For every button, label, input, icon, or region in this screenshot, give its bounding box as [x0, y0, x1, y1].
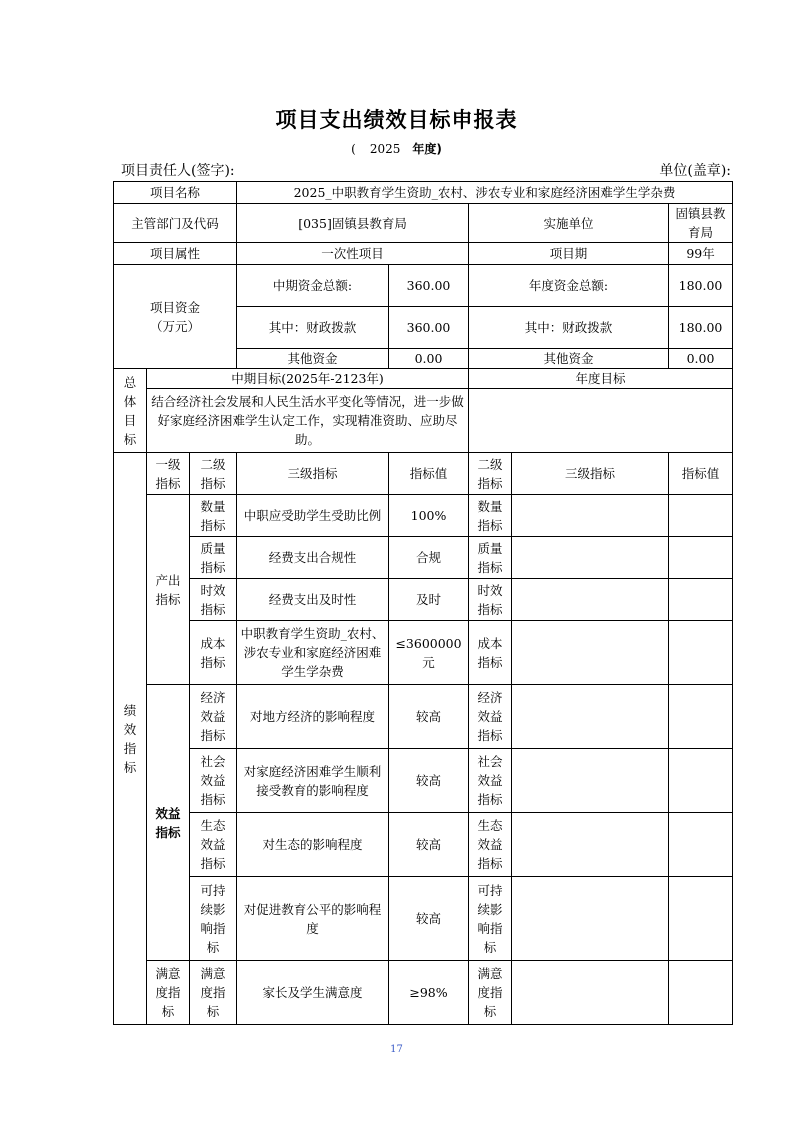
attr-label: 项目属性: [114, 243, 237, 265]
year-open: (: [351, 142, 356, 156]
table-row: [114, 537, 733, 579]
indicator-l2-year: 生态 效益 指标: [469, 813, 512, 877]
mid-other-label: 其他资金: [237, 349, 389, 369]
indicator-l3: 对家庭经济困难学生顺利接受教育的影响程度: [237, 749, 389, 813]
year-other-value: 0.00: [669, 349, 733, 369]
indicator-l2: 经济 效益 指标: [190, 685, 237, 749]
indicator-l3-year: [512, 877, 669, 961]
col-header-l2-year: 二级 指标: [469, 453, 512, 495]
indicator-value: 较高: [389, 749, 469, 813]
indicator-l3: 对促进教育公平的影响程度: [237, 877, 389, 961]
indicator-l3-year: [512, 621, 669, 685]
row-target-text: [114, 389, 733, 453]
indicator-value: 较高: [389, 813, 469, 877]
col-header-l2: 二级 指标: [190, 453, 237, 495]
col-header-value-year: 指标值: [669, 453, 733, 495]
responsible-person-label: 项目责任人(签字):: [121, 163, 235, 179]
satisfaction-indicators-label: 满意 度指 标: [147, 961, 190, 1025]
table-row: [114, 813, 733, 877]
indicator-value: 合规: [389, 537, 469, 579]
year-unit: 年度): [412, 142, 442, 156]
mid-fiscal-label: 其中：财政拨款: [237, 307, 389, 349]
table-row: [114, 749, 733, 813]
indicator-value: ≥98%: [389, 961, 469, 1025]
indicator-l3-year: [512, 579, 669, 621]
indicator-value-year: [669, 877, 733, 961]
impl-value: 固镇县教育局: [669, 204, 733, 243]
col-header-l3: 三级指标: [237, 453, 389, 495]
indicator-l2-year: 数量 指标: [469, 495, 512, 537]
period-value: 99年: [669, 243, 733, 265]
mid-other-value: 0.00: [389, 349, 469, 369]
period-label: 项目期: [469, 243, 669, 265]
indicator-l3: 中职应受助学生受助比例: [237, 495, 389, 537]
table-row: [114, 621, 733, 685]
year-line: [0, 140, 793, 157]
table-row: [114, 495, 733, 537]
indicator-l3-year: [512, 537, 669, 579]
indicator-l2-year: 社会 效益 指标: [469, 749, 512, 813]
indicator-value: 较高: [389, 877, 469, 961]
mid-total-label: 中期资金总额:: [237, 265, 389, 307]
year-total-label: 年度资金总额:: [469, 265, 669, 307]
indicator-l2: 成本 指标: [190, 621, 237, 685]
indicator-l2: 数量 指标: [190, 495, 237, 537]
indicator-value: 及时: [389, 579, 469, 621]
benefit-indicators-label: 效益 指标: [147, 685, 190, 961]
indicator-l2-year: 满意 度指 标: [469, 961, 512, 1025]
year-value: 2025: [369, 142, 401, 156]
performance-indicators-label: 绩 效 指 标: [114, 453, 147, 1025]
output-indicators-label: 产出 指标: [147, 495, 190, 685]
table-row: [114, 579, 733, 621]
indicator-l2-year: 质量 指标: [469, 537, 512, 579]
year-fiscal-label: 其中：财政拨款: [469, 307, 669, 349]
impl-label: 实施单位: [469, 204, 669, 243]
overall-target-label: 总 体 目 标: [114, 369, 147, 453]
indicator-l3: 经费支出及时性: [237, 579, 389, 621]
indicator-l2: 质量 指标: [190, 537, 237, 579]
indicator-value-year: [669, 685, 733, 749]
row-target-headers: [114, 369, 733, 389]
year-target-header: 年度目标: [469, 369, 733, 389]
page-title: 项目支出绩效目标申报表: [275, 108, 518, 132]
row-department: [114, 204, 733, 243]
dept-label: 主管部门及代码: [114, 204, 237, 243]
indicator-l3-year: [512, 685, 669, 749]
indicator-value-year: [669, 961, 733, 1025]
indicator-value-year: [669, 579, 733, 621]
indicator-l3: 家长及学生满意度: [237, 961, 389, 1025]
indicator-value: ≤3600000 元: [389, 621, 469, 685]
col-header-l3-year: 三级指标: [512, 453, 669, 495]
indicator-l3-year: [512, 749, 669, 813]
indicator-value-year: [669, 495, 733, 537]
indicator-l2: 社会 效益 指标: [190, 749, 237, 813]
indicator-l2: 可持 续影 响指 标: [190, 877, 237, 961]
indicator-value: 较高: [389, 685, 469, 749]
year-total-value: 180.00: [669, 265, 733, 307]
mid-target-text: 结合经济社会发展和人民生活水平变化等情况，进一步做好家庭经济困难学生认定工作，实现精准资助、应助尽助。: [147, 389, 469, 453]
indicator-l3-year: [512, 961, 669, 1025]
indicator-l3-year: [512, 495, 669, 537]
performance-target-table: [113, 181, 733, 1025]
row-attribute: [114, 243, 733, 265]
indicator-l3: 中职教育学生资助_农村、涉农专业和家庭经济困难学生学杂费: [237, 621, 389, 685]
project-name-value: 2025_中职教育学生资助_农村、涉农专业和家庭经济困难学生学杂费: [237, 182, 733, 204]
indicator-l2-year: 时效 指标: [469, 579, 512, 621]
year-fiscal-value: 180.00: [669, 307, 733, 349]
year-target-text: [469, 389, 733, 453]
year-other-label: 其他资金: [469, 349, 669, 369]
indicator-l3: 对生态的影响程度: [237, 813, 389, 877]
mid-total-value: 360.00: [389, 265, 469, 307]
indicator-value-year: [669, 749, 733, 813]
indicator-l2: 满意 度指 标: [190, 961, 237, 1025]
mid-target-header: 中期目标(2025年-2123年): [147, 369, 469, 389]
unit-seal-label: 单位(盖章):: [659, 163, 731, 179]
indicator-l3: 经费支出合规性: [237, 537, 389, 579]
mid-fiscal-value: 360.00: [389, 307, 469, 349]
col-header-value: 指标值: [389, 453, 469, 495]
indicator-value-year: [669, 537, 733, 579]
table-row: [114, 961, 733, 1025]
indicator-value-year: [669, 621, 733, 685]
indicator-value-year: [669, 813, 733, 877]
row-indicator-headers: [114, 453, 733, 495]
indicator-l3-year: [512, 813, 669, 877]
indicator-value: 100%: [389, 495, 469, 537]
indicator-l2: 生态 效益 指标: [190, 813, 237, 877]
page-number: 17: [390, 1044, 403, 1055]
project-name-label: 项目名称: [114, 182, 237, 204]
indicator-l2-year: 可持 续影 响指 标: [469, 877, 512, 961]
funds-label: 项目资金 （万元）: [114, 265, 237, 369]
dept-value: [035]固镇县教育局: [237, 204, 469, 243]
attr-value: 一次性项目: [237, 243, 469, 265]
table-row: [114, 685, 733, 749]
indicator-l2-year: 成本 指标: [469, 621, 512, 685]
indicator-l2-year: 经济 效益 指标: [469, 685, 512, 749]
indicator-l3: 对地方经济的影响程度: [237, 685, 389, 749]
row-funds-total: [114, 265, 733, 307]
col-header-l1: 一级 指标: [147, 453, 190, 495]
indicator-l2: 时效 指标: [190, 579, 237, 621]
row-project-name: [114, 182, 733, 204]
table-row: [114, 877, 733, 961]
